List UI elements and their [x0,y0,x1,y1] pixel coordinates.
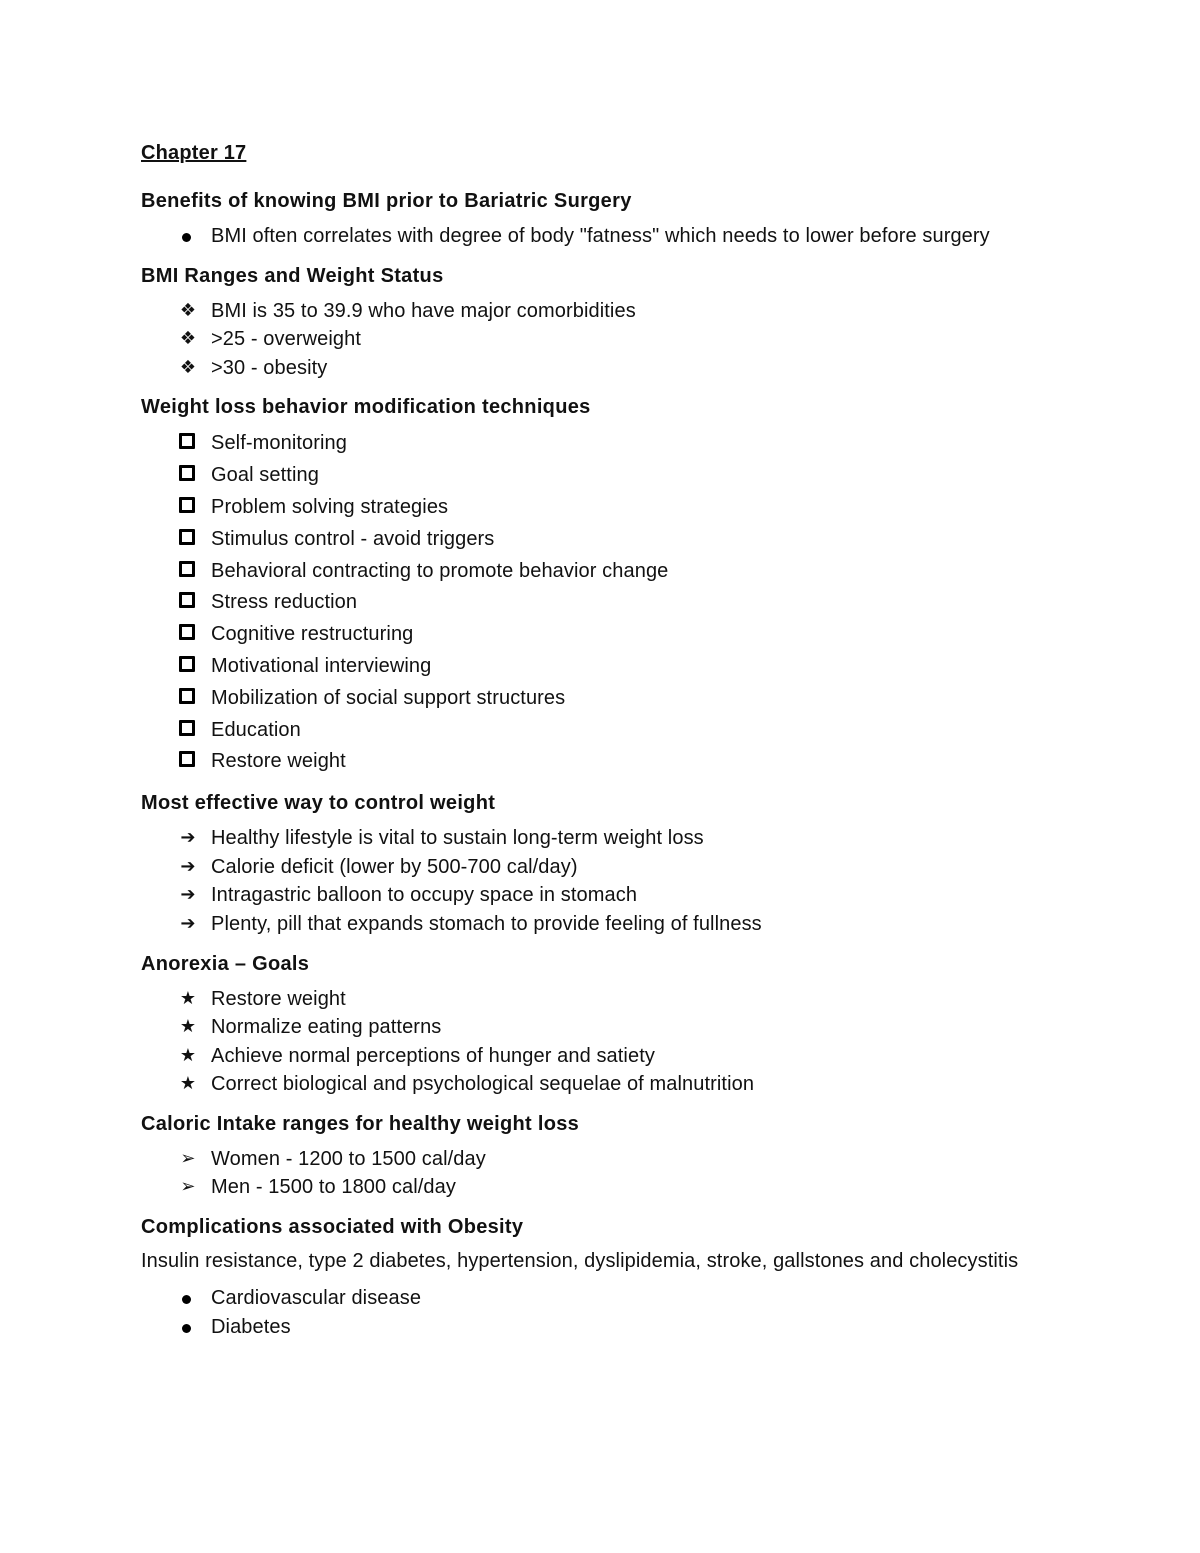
list-item [141,881,1081,910]
list-item-text: Restore weight [211,750,346,773]
section-heading: Benefits of knowing BMI prior to Bariatric Surgery [141,190,632,212]
list-item-text: >25 - overweight [211,328,362,351]
document-page [141,138,1081,1351]
list-item [141,715,1081,747]
section-heading: Caloric Intake ranges for healthy weight loss [141,1112,580,1135]
section-heading: Complications associated with Obesity [141,1216,524,1239]
list-item [141,1145,1081,1174]
sections-container [141,186,1081,1341]
section [141,186,1081,251]
list-item-text: Correct biological and psychological sequelae of malnutrition [211,1073,755,1096]
section [141,949,1081,1099]
list-item [141,492,1081,524]
arrowhead-bullet-icon: ➢ [180,1147,196,1169]
bullet-list [141,985,1081,1099]
list-item [141,524,1081,556]
section-heading: Most effective way to control weight [141,792,496,815]
list-item-text: Achieve normal perceptions of hunger and satiety [211,1044,655,1067]
list-item-text: BMI is 35 to 39.9 who have major comorbidities [211,299,636,322]
list-item-text: Men - 1500 to 1800 cal/day [211,1176,456,1199]
list-item [141,683,1081,715]
list-item-text: Diabetes [211,1315,291,1338]
list-item [141,222,1081,251]
list-item-text: Healthy lifestyle is vital to sustain long-term weight loss [211,827,704,850]
bullet-list [141,428,1081,778]
chapter-title: Chapter 17 [141,142,247,164]
list-item [141,460,1081,492]
bullet-list [141,824,1081,938]
list-item-text: Motivational interviewing [211,654,432,677]
list-item [141,354,1081,383]
list-item [141,853,1081,882]
list-item-text: Stress reduction [211,591,358,614]
list-item [141,297,1081,326]
list-item [141,746,1081,778]
list-item-text: Education [211,718,301,741]
section-heading: Weight loss behavior modification techniques [141,396,591,419]
diamond-bullet-icon: ❖ [179,328,197,350]
list-item-text: Women - 1200 to 1500 cal/day [211,1147,486,1170]
arrow-bullet-icon: ➔ [180,912,196,934]
section [141,1212,1081,1341]
list-item [141,587,1081,619]
arrowhead-bullet-icon: ➢ [180,1176,196,1198]
arrow-bullet-icon: ➔ [180,827,196,849]
section-heading: Anorexia – Goals [141,952,310,975]
list-item [141,325,1081,354]
section [141,392,1081,778]
bullet-list [141,1145,1081,1202]
list-item-text: Cognitive restructuring [211,623,414,646]
section [141,1109,1081,1202]
list-item-text: Mobilization of social support structures [211,686,566,709]
list-item [141,619,1081,651]
list-item-text: Restore weight [211,987,346,1010]
diamond-bullet-icon: ❖ [179,356,197,378]
bullet-list [141,1284,1081,1341]
bullet-list [141,297,1081,383]
list-item [141,1313,1081,1342]
list-item-text: Goal setting [211,464,319,487]
arrow-bullet-icon: ➔ [180,855,196,877]
list-item [141,824,1081,853]
list-item [141,910,1081,939]
star-bullet-icon: ★ [179,1073,197,1095]
list-item-text: Self-monitoring [211,432,348,455]
list-item-text: Intragastric balloon to occupy space in stomach [211,884,638,907]
list-item-text: >30 - obesity [211,356,328,379]
arrow-bullet-icon: ➔ [180,884,196,906]
list-item [141,1173,1081,1202]
bullet-list [141,222,1081,251]
list-item [141,1042,1081,1071]
star-bullet-icon: ★ [179,987,197,1009]
list-item-text: Calorie deficit (lower by 500-700 cal/day) [211,855,578,878]
list-item-text: Behavioral contracting to promote behavior change [211,559,669,582]
list-item [141,1070,1081,1099]
list-item [141,651,1081,683]
section-heading: BMI Ranges and Weight Status [141,264,444,287]
list-item [141,1013,1081,1042]
section [141,261,1081,383]
diamond-bullet-icon: ❖ [179,299,197,321]
star-bullet-icon: ★ [179,1044,197,1066]
list-item-text: Stimulus control - avoid triggers [211,527,495,550]
list-item [141,428,1081,460]
list-item-text: Problem solving strategies [211,495,449,518]
list-item-text: Normalize eating patterns [211,1016,442,1039]
list-item-text: BMI often correlates with degree of body "fatness" which needs to lower before surgery [211,225,990,247]
list-item [141,1284,1081,1313]
list-item-text: Plenty, pill that expands stomach to provide feeling of fullness [211,912,762,935]
list-item [141,556,1081,588]
list-item [141,985,1081,1014]
section [141,788,1081,938]
list-item-text: Cardiovascular disease [211,1287,422,1310]
section-paragraph: Insulin resistance, type 2 diabetes, hypertension, dyslipidemia, stroke, gallstones and cholecystitis [141,1250,1019,1273]
star-bullet-icon: ★ [179,1016,197,1038]
